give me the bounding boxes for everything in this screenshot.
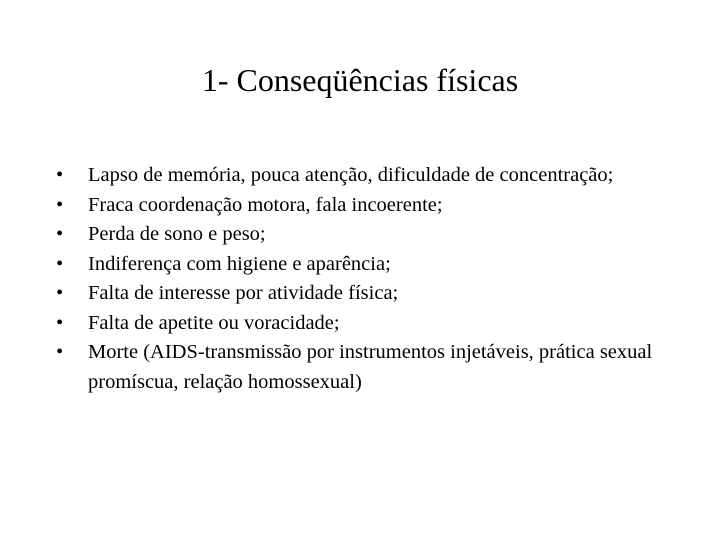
bullet-item <box>56 220 666 250</box>
bullet-icon: • <box>56 193 64 216</box>
bullet-text: Falta de apetite ou voracidade; <box>88 311 340 334</box>
bullet-text: Morte (AIDS-transmissão por instrumentos injetáveis, prática sexual promíscua, relação homossexual) <box>88 341 653 393</box>
bullet-text: Lapso de memória, pouca atenção, dificuldade de concentração; <box>88 164 614 186</box>
bullet-item <box>56 161 666 191</box>
bullet-item <box>56 250 666 280</box>
bullet-text: Fraca coordenação motora, fala incoerente; <box>88 193 443 216</box>
bullet-icon: • <box>56 223 64 245</box>
bullet-icon: • <box>56 311 64 334</box>
bullet-icon: • <box>56 341 64 363</box>
bullet-icon: • <box>56 282 64 304</box>
bullet-list <box>56 161 666 397</box>
bullet-icon: • <box>56 164 64 186</box>
bullet-text: Perda de sono e peso; <box>88 223 266 245</box>
bullet-icon: • <box>56 252 64 275</box>
bullet-item <box>56 309 666 339</box>
bullet-item <box>56 191 666 221</box>
bullet-text: Indiferença com higiene e aparência; <box>88 252 391 275</box>
slide-title: 1- Conseqüências físicas <box>201 62 519 98</box>
bullet-text: Falta de interesse por atividade física; <box>88 282 399 304</box>
bullet-item <box>56 279 666 309</box>
bullet-item <box>56 338 666 397</box>
